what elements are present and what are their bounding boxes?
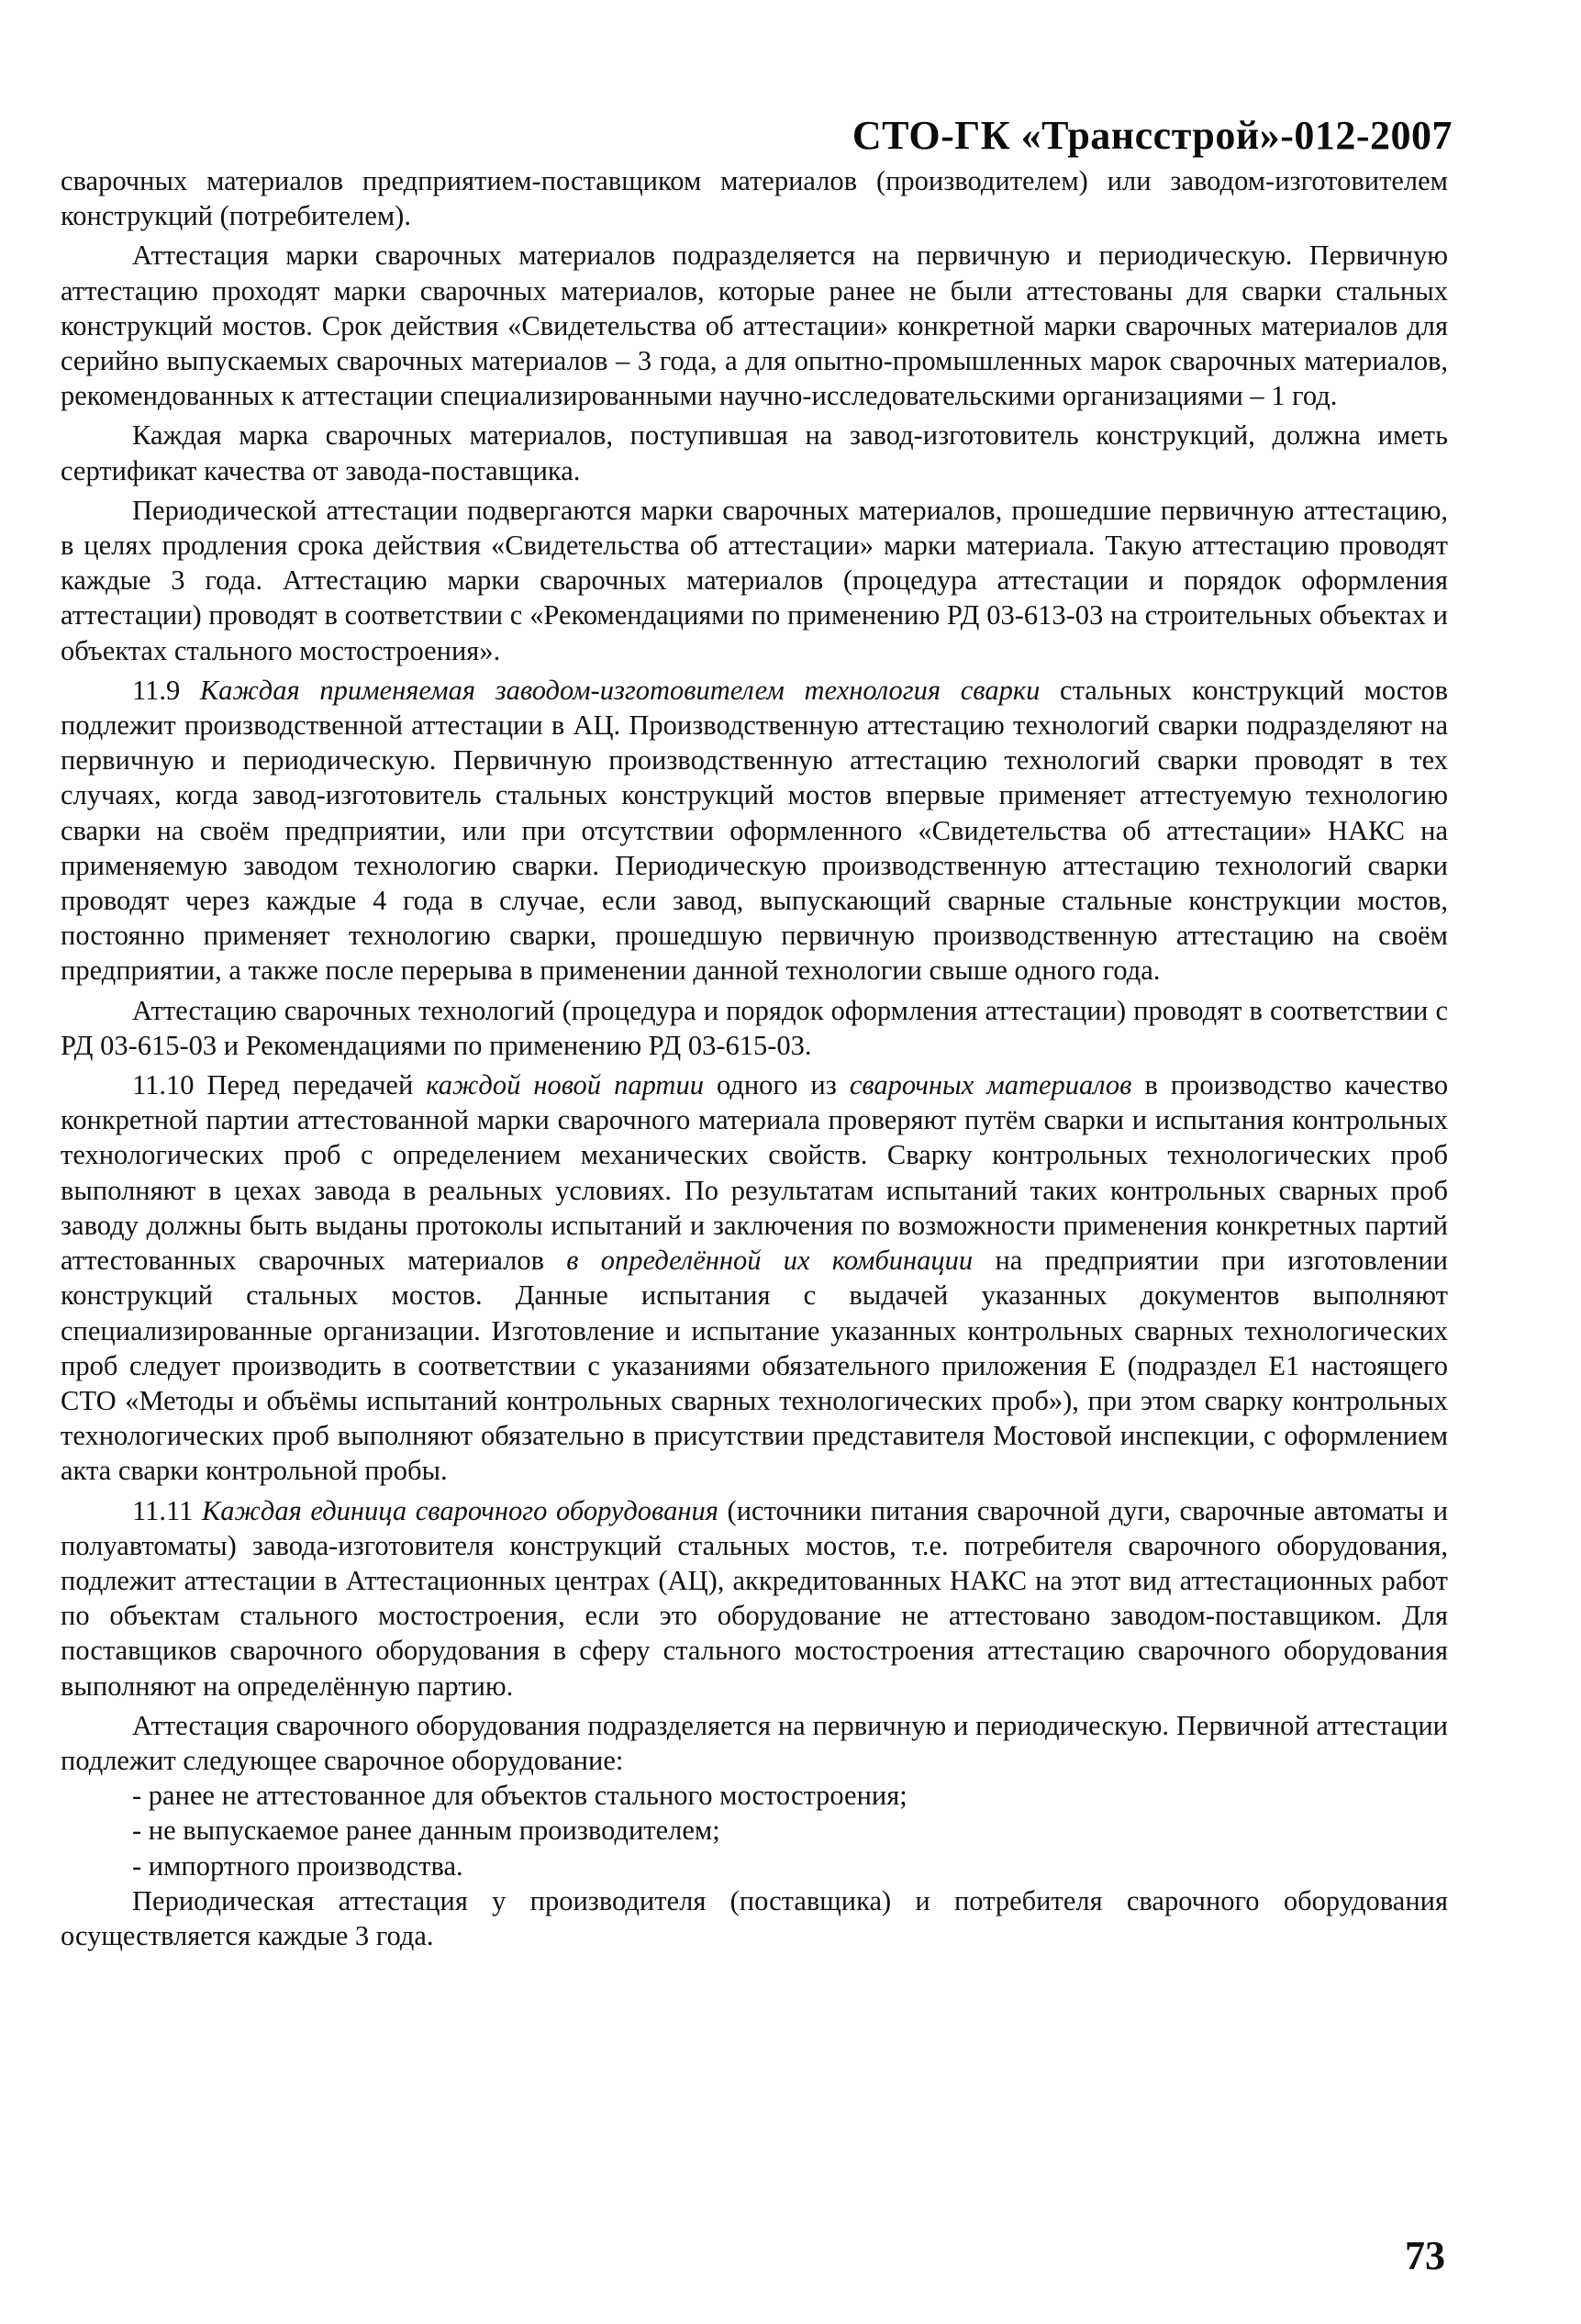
paragraph: Аттестацию сварочных технологий (процедура и порядок оформления аттестации) проводят в соответствии с РД 03-615-03 и Рекомендациями по применению РД 03-615-03.	[61, 994, 1448, 1061]
paragraph: Аттестация марки сварочных материалов подразделяется на первичную и периодическую. Первичную аттестацию проходят марки сварочных материалов, которые ранее не были аттестованы для сварки стальных конструкций мостов. Срок действия «Свидетельства об аттестации» конкретной марки сварочных материалов для серийно выпускаемых сварочных материалов – 3 года, а для опытно-промышленных марок сварочных материалов, рекомендованных к аттестации специализированными научно-исследовательскими организациями – 1 год.	[61, 240, 1448, 412]
clause-number: 11.11	[132, 1494, 194, 1526]
list-item: - не выпускаемое ранее данным производителем;	[132, 1815, 720, 1847]
paragraph: Каждая марка сварочных материалов, поступившая на завод-изготовитель конструкций, должна иметь сертификат качества от завода-поставщика.	[61, 419, 1448, 486]
document-code-header: СТО-ГК «Трансстрой»-012-2007	[852, 113, 1453, 158]
clause-text: одного из	[716, 1069, 837, 1101]
paragraph: Аттестация сварочного оборудования подразделяется на первичную и периодическую. Первичной аттестации подлежит следующее сварочное оборудование:	[61, 1709, 1448, 1776]
list-item: - импортного производства.	[132, 1849, 463, 1882]
clause-text: Перед передачей	[206, 1069, 414, 1101]
clause-italic-term: сварочных материалов	[849, 1069, 1132, 1101]
clause-italic-term: Каждая применяемая заводом-изготовителем технология сварки	[199, 674, 1041, 706]
clause-number: 11.10	[132, 1069, 195, 1101]
paragraph: сварочных материалов предприятием-поставщиком материалов (производителем) или заводом-изготовителем конструкций (потребителем).	[61, 165, 1448, 232]
paragraph: Периодическая аттестация у производителя (поставщика) и потребителя сварочного оборудования осуществляется каждые 3 года.	[61, 1884, 1448, 1951]
list-item: - ранее не аттестованное для объектов стального мостостроения;	[132, 1780, 907, 1812]
clause-italic-term: в определённой их комбинации	[566, 1245, 974, 1277]
clause-11-10	[61, 1067, 1448, 1488]
clause-text: в производство качество конкретной партии аттестованной марки сварочного материала проверяют путём сварки и испытания контрольных технологических проб с определением механических свойств. Сварку контрольных технологических проб выполняют в цехах завода в реальных условиях. По результатам испытаний таких контрольных сварных проб заводу должны быть выданы протоколы испытаний и заключения по возможности применения конкретных партий аттестованных сварочных материалов	[61, 1069, 1449, 1277]
clause-11-11	[61, 1493, 1448, 1704]
page-number: 73	[1405, 2233, 1445, 2278]
clause-text: (источники питания сварочной дуги, сварочные автоматы и полуавтоматы) завода-изготовителя конструкций стальных мостов, т.е. потребителя сварочного оборудования, подлежит аттестации в Аттестационных центрах (АЦ), аккредитованных НАКС на этот вид аттестационных работ по объектам стального мостостроения, если это оборудование не аттестовано заводом-поставщиком. Для поставщиков сварочного оборудования в сферу стального мостостроения аттестацию сварочного оборудования выполняют на определённую партию.	[61, 1494, 1449, 1702]
clause-text: стальных конструкций мостов подлежит производственной аттестации в АЦ. Производственную аттестацию технологий сварки подразделяют на первичную и периодическую. Первичную производственную аттестацию технологий сварки проводят в тех случаях, когда завод-изготовитель стальных конструкций мостов впервые применяет аттестуемую технологию сварки на своём предприятии, или при отсутствии оформленного «Свидетельства об аттестации» НАКС на применяемую заводом технологию сварки. Периодическую производственную аттестацию технологий сварки проводят через каждые 4 года в случае, если завод, выпускающий сварные стальные конструкции мостов, постоянно применяет технологию сварки, прошедшую первичную производственную аттестацию на своём предприятии, а также после перерыва в применении данной технологии свыше одного года.	[61, 674, 1448, 987]
clause-11-9	[61, 673, 1448, 989]
clause-number: 11.9	[132, 674, 181, 706]
body-text	[61, 163, 1448, 1953]
paragraph: Периодической аттестации подвергаются марки сварочных материалов, прошедшие первичную аттестацию, в целях продления срока действия «Свидетельства об аттестации» марки материала. Такую аттестацию проводят каждые 3 года. Аттестацию марки сварочных материалов (процедура аттестации и порядок оформления аттестации) проводят в соответствии с «Рекомендациями по применению РД 03-613-03 на строительных объектах и объектах стального мостостроения».	[61, 494, 1448, 666]
clause-text: на предприятии при изготовлении конструкций стальных мостов. Данные испытания с выдачей указанных документов выполняют специализированные организации. Изготовление и испытание указанных контрольных сварных технологических проб следует производить в соответствии с указаниями обязательного приложения Е (подраздел Е1 настоящего СТО «Методы и объёмы испытаний контрольных сварных технологических проб»), при этом сварку контрольных технологических проб выполняют обязательно в присутствии представителя Мостовой инспекции, с оформлением акта сварки контрольной пробы.	[61, 1245, 1448, 1487]
clause-italic-term: каждой новой партии	[426, 1069, 704, 1101]
clause-italic-term: Каждая единица сварочного оборудования	[202, 1494, 718, 1526]
